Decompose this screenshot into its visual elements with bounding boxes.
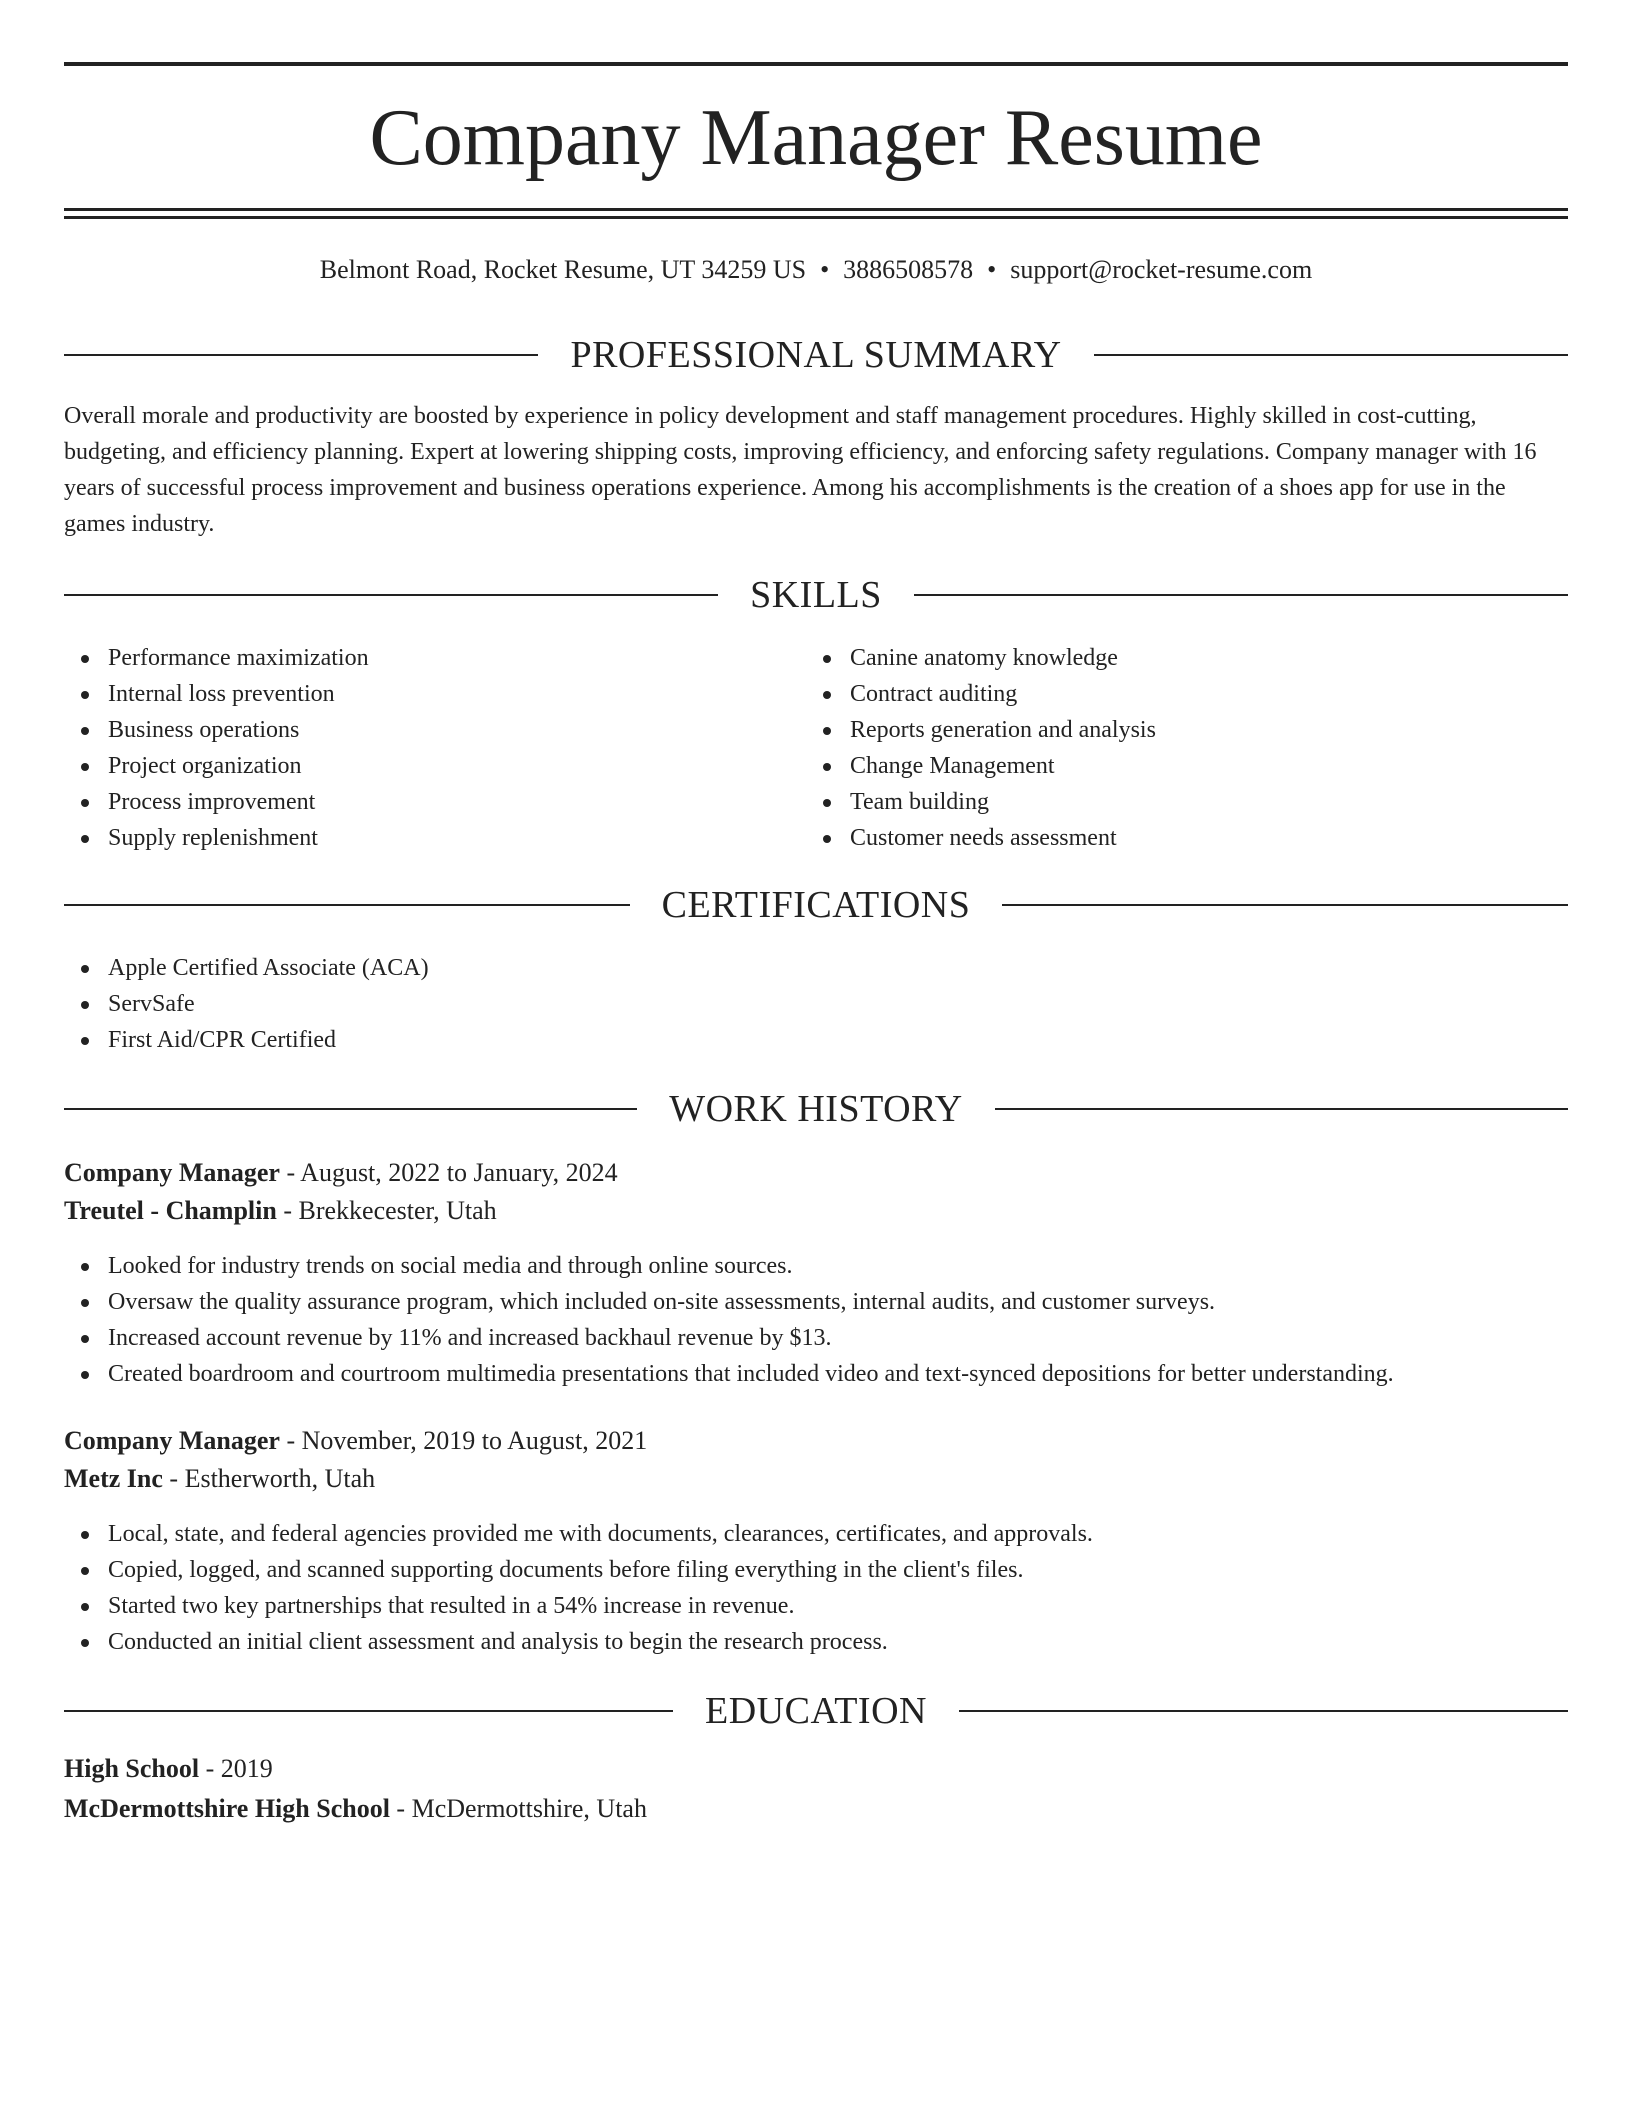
header-top-rule <box>64 62 1568 66</box>
job-location: - Estherworth, Utah <box>162 1464 376 1493</box>
skill-item: Team building <box>806 784 1546 820</box>
education-year: - 2019 <box>199 1754 273 1783</box>
section-divider <box>64 594 718 596</box>
contact-address: Belmont Road, Rocket Resume, UT 34259 US <box>319 255 807 284</box>
skill-item: Performance maximization <box>64 640 804 676</box>
job-dates: - August, 2022 to January, 2024 <box>279 1158 618 1187</box>
skill-item: Project organization <box>64 748 804 784</box>
skill-item: Canine anatomy knowledge <box>806 640 1546 676</box>
section-header-summary <box>64 330 1568 380</box>
job-bullet: Oversaw the quality assurance program, which included on-site assessments, internal audits, and customer surveys. <box>64 1284 1568 1320</box>
job-company-line <box>64 1460 1568 1498</box>
contact-phone: 3886508578 <box>843 255 974 284</box>
section-divider <box>1094 354 1568 356</box>
header-bottom-rule-2 <box>64 216 1568 219</box>
section-divider <box>64 1710 673 1712</box>
skill-item: Customer needs assessment <box>806 820 1546 856</box>
job-bullet: Started two key partnerships that resulted in a 54% increase in revenue. <box>64 1588 1568 1624</box>
section-divider <box>959 1710 1568 1712</box>
skill-item: Change Management <box>806 748 1546 784</box>
section-header-work-history <box>64 1084 1568 1134</box>
section-title-summary: PROFESSIONAL SUMMARY <box>570 334 1062 376</box>
section-divider <box>995 1108 1568 1110</box>
job-company-line <box>64 1192 1568 1230</box>
skills-list-left <box>64 640 804 856</box>
contact-separator: • <box>820 255 830 284</box>
section-divider <box>1002 904 1568 906</box>
education-degree: High School <box>64 1754 200 1783</box>
skill-item: Business operations <box>64 712 804 748</box>
section-divider <box>64 1108 637 1110</box>
section-title-certifications: CERTIFICATIONS <box>661 884 971 926</box>
skill-item: Process improvement <box>64 784 804 820</box>
job-bullet: Looked for industry trends on social media and through online sources. <box>64 1248 1568 1284</box>
skills-list-right <box>806 640 1546 856</box>
section-title-education: EDUCATION <box>705 1690 927 1732</box>
header-bottom-rule <box>64 208 1568 211</box>
education-school: McDermottshire High School <box>64 1794 390 1823</box>
job-location: - Brekkecester, Utah <box>276 1196 497 1225</box>
certifications-list <box>64 950 1568 1058</box>
job-company: Treutel - Champlin <box>64 1196 277 1225</box>
job-company: Metz Inc <box>64 1464 163 1493</box>
certification-item: Apple Certified Associate (ACA) <box>64 950 1568 986</box>
certification-item: First Aid/CPR Certified <box>64 1022 1568 1058</box>
section-divider <box>914 594 1568 596</box>
section-title-skills: SKILLS <box>750 574 882 616</box>
resume-title: Company Manager Resume <box>369 94 1263 182</box>
job-bullet: Increased account revenue by 11% and increased backhaul revenue by $13. <box>64 1320 1568 1356</box>
contact-email: support@rocket-resume.com <box>1010 255 1313 284</box>
summary-text: Overall morale and productivity are boosted by experience in policy development and staff management procedures. Highly skilled in cost-cutting, budgeting, and efficiency planning. Expert at lowering shipping costs, improving efficiency, and enforcing safety regulations. Company manager with 16 years of successful process improvement and business operations experience. Among his accomplishments is the creation of a shoes app for use in the games industry. <box>64 403 1537 537</box>
job-bullets <box>64 1516 1568 1660</box>
job-bullet: Copied, logged, and scanned supporting documents before filing everything in the client's files. <box>64 1552 1568 1588</box>
job-dates: - November, 2019 to August, 2021 <box>279 1426 648 1455</box>
skill-item: Contract auditing <box>806 676 1546 712</box>
contact-line <box>64 252 1568 288</box>
job-bullet: Conducted an initial client assessment and analysis to begin the research process. <box>64 1624 1568 1660</box>
education-school-line <box>64 1790 1568 1828</box>
skill-item: Internal loss prevention <box>64 676 804 712</box>
job-title-line <box>64 1422 1568 1460</box>
section-header-skills <box>64 570 1568 620</box>
job-title-line <box>64 1154 1568 1192</box>
education-degree-line <box>64 1750 1568 1788</box>
certification-item: ServSafe <box>64 986 1568 1022</box>
section-divider <box>64 354 538 356</box>
section-title-work-history: WORK HISTORY <box>669 1088 963 1130</box>
education-location: - McDermottshire, Utah <box>389 1794 647 1823</box>
section-header-education <box>64 1686 1568 1736</box>
contact-separator: • <box>987 255 997 284</box>
job-bullet: Local, state, and federal agencies provided me with documents, clearances, certificates, and approvals. <box>64 1516 1568 1552</box>
skill-item: Reports generation and analysis <box>806 712 1546 748</box>
section-header-certifications <box>64 880 1568 930</box>
section-divider <box>64 904 630 906</box>
job-title: Company Manager <box>64 1158 280 1187</box>
job-title: Company Manager <box>64 1426 280 1455</box>
skill-item: Supply replenishment <box>64 820 804 856</box>
job-bullets <box>64 1248 1568 1392</box>
job-bullet: Created boardroom and courtroom multimedia presentations that included video and text-synced depositions for better understanding. <box>64 1356 1568 1392</box>
